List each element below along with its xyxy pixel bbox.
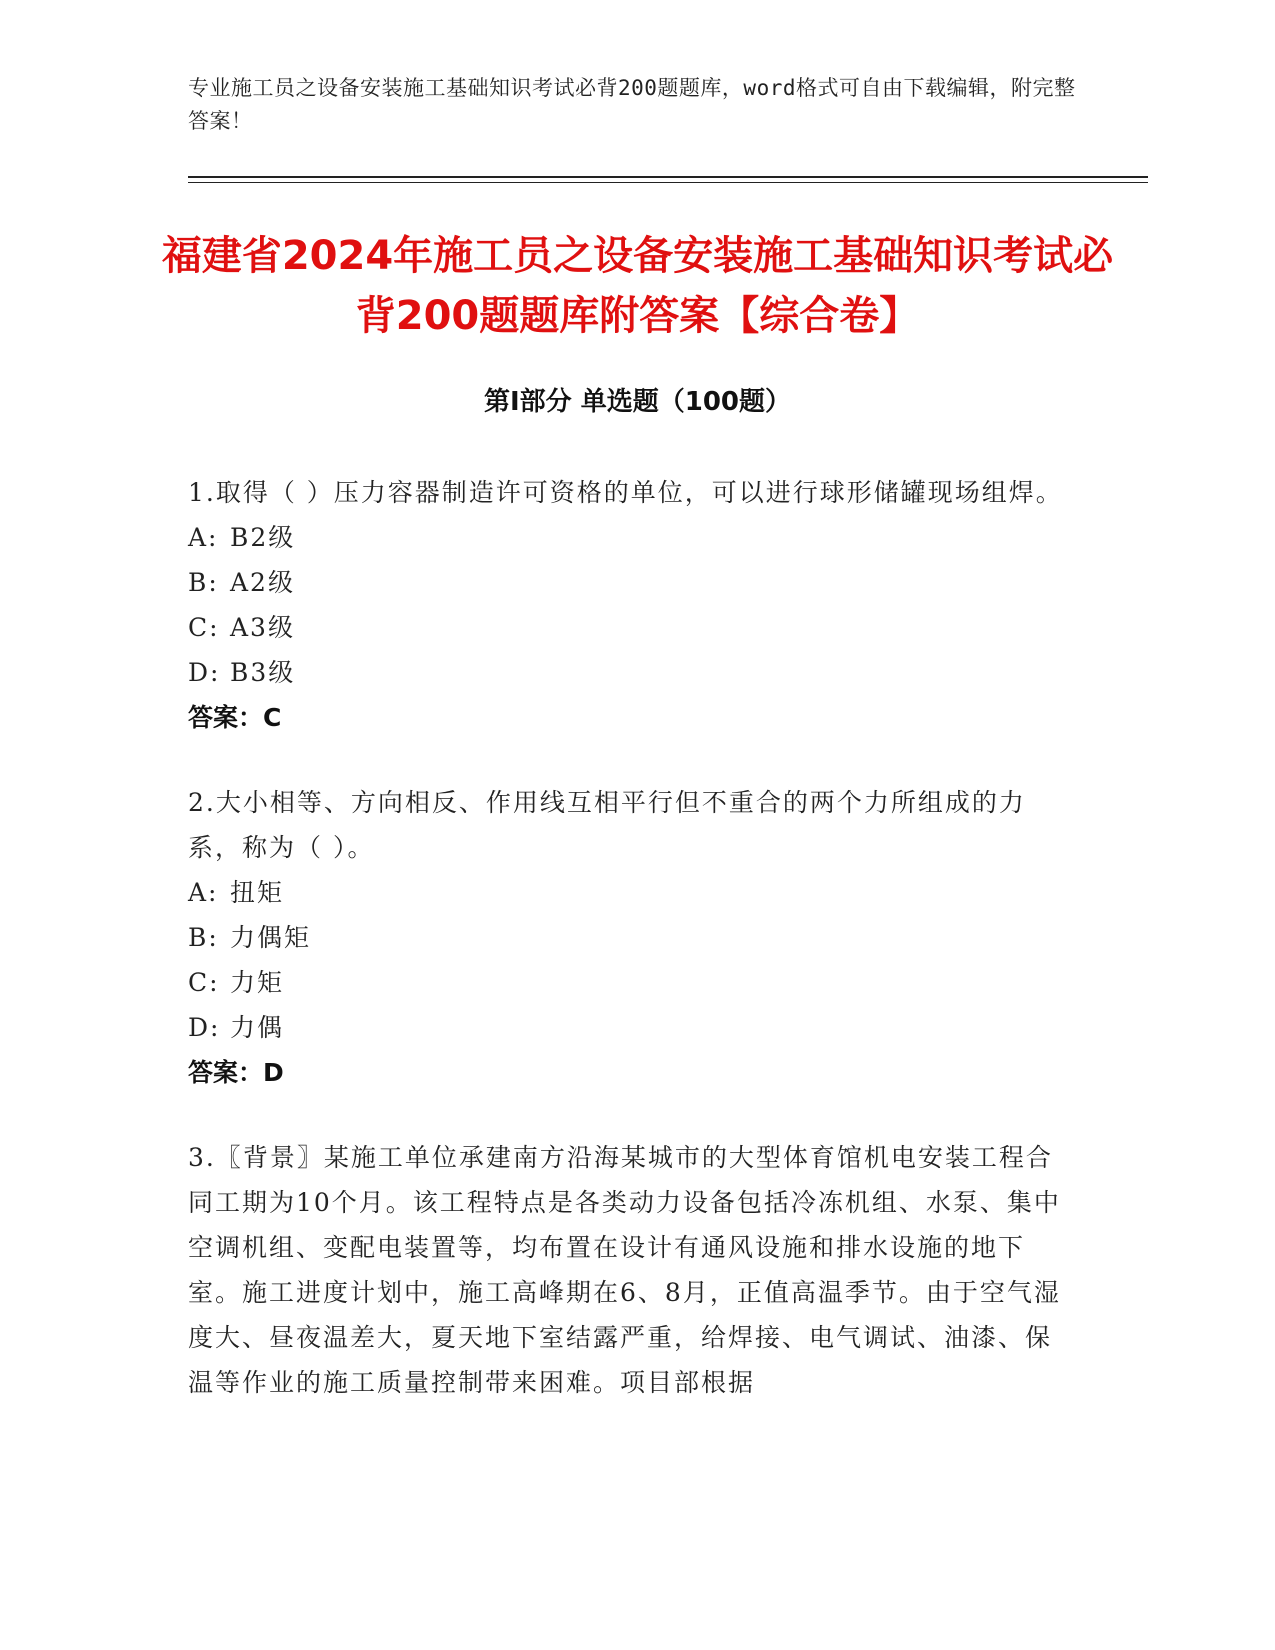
option-letter: A: xyxy=(188,878,219,907)
question-1 xyxy=(188,470,1068,740)
option-letter: A: xyxy=(188,523,219,552)
option-text: A2级 xyxy=(230,568,295,597)
option-letter: B: xyxy=(188,923,219,952)
option-text: B2级 xyxy=(230,523,296,552)
header-divider-thin xyxy=(188,182,1148,183)
option-c xyxy=(188,960,1068,1005)
option-d xyxy=(188,650,1068,695)
option-text: 力矩 xyxy=(230,968,285,997)
question-2 xyxy=(188,780,1068,1095)
question-stem: 3.〖背景〗某施工单位承建南方沿海某城市的大型体育馆机电安装工程合同工期为10个月。该工程特点是各类动力设备包括冷冻机组、水泵、集中空调机组、变配电装置等，均布置在设计有通风设施和排水设施的地下室。施工进度计划中，施工高峰期在6、8月，正值高温季节。由于空气湿度大、昼夜温差大，夏天地下室结露严重，给焊接、电气调试、油漆、保温等作业的施工质量控制带来困难。项目部根据 xyxy=(188,1143,1061,1397)
question-stem: 1.取得（ ）压力容器制造许可资格的单位，可以进行球形储罐现场组焊。 xyxy=(188,478,1063,507)
option-text: B3级 xyxy=(230,658,296,687)
option-d xyxy=(188,1005,1068,1050)
answer-line: 答案：C xyxy=(188,703,282,732)
document-title: 福建省2024年施工员之设备安装施工基础知识考试必背200题题库附答案【综合卷】 xyxy=(161,233,1114,339)
answer-line: 答案：D xyxy=(188,1058,284,1087)
question-3 xyxy=(188,1135,1068,1405)
section-heading: 第Ⅰ部分 单选题（100题） xyxy=(484,387,791,417)
header-note: 专业施工员之设备安装施工基础知识考试必背200题题库，word格式可自由下载编辑，附完整答案！ xyxy=(188,76,1076,133)
option-b xyxy=(188,560,1068,605)
question-stem: 2.大小相等、方向相反、作用线互相平行但不重合的两个力所组成的力系，称为（ ）。 xyxy=(188,788,1026,862)
option-c xyxy=(188,605,1068,650)
option-text: 力偶矩 xyxy=(230,923,312,952)
option-b xyxy=(188,915,1068,960)
option-letter: B: xyxy=(188,568,219,597)
option-letter: C: xyxy=(188,968,220,997)
option-text: A3级 xyxy=(230,613,295,642)
option-letter: C: xyxy=(188,613,220,642)
option-text: 扭矩 xyxy=(230,878,285,907)
question-list xyxy=(188,470,1068,1445)
option-text: 力偶 xyxy=(230,1013,285,1042)
header-divider-thick xyxy=(188,176,1148,178)
option-letter: D: xyxy=(188,1013,221,1042)
option-a xyxy=(188,870,1068,915)
option-a xyxy=(188,515,1068,560)
option-letter: D: xyxy=(188,658,221,687)
